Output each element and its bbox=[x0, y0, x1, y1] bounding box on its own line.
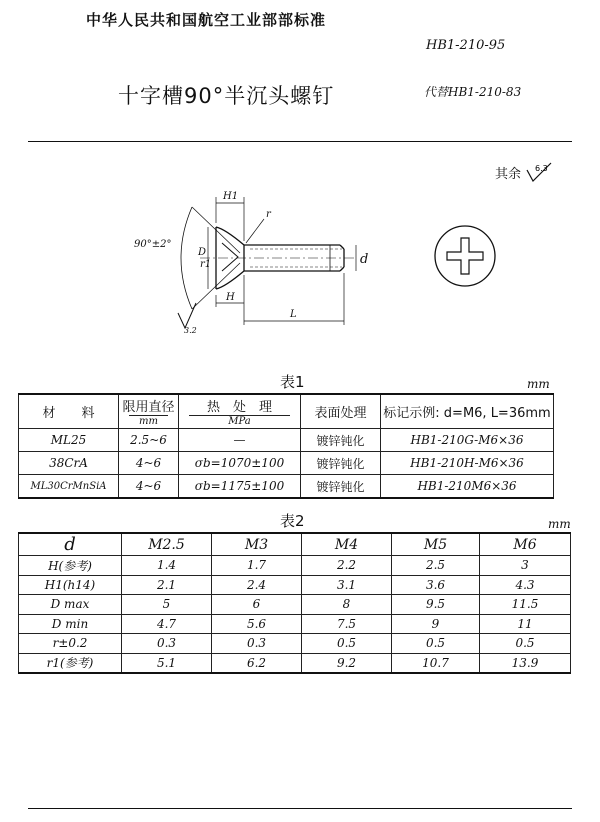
l-label: L bbox=[290, 309, 297, 320]
value-cell: 2.1 bbox=[122, 575, 212, 595]
value-cell: 10.7 bbox=[392, 653, 480, 673]
value-cell: 13.9 bbox=[480, 653, 571, 673]
diameter-cell: 4~6 bbox=[119, 452, 179, 475]
d-big-label: D bbox=[198, 247, 207, 258]
diameter-unit: mm bbox=[129, 415, 168, 427]
heat-header bbox=[179, 394, 301, 429]
roughness-small-value: 3.2 bbox=[184, 326, 197, 335]
table1-unit: mm bbox=[527, 377, 550, 391]
surface-cell: 镀锌钝化 bbox=[301, 452, 381, 475]
remainder-label: 其余 bbox=[495, 167, 522, 182]
header-divider bbox=[28, 141, 572, 142]
value-cell: 11 bbox=[480, 614, 571, 634]
material-header: 材 料 bbox=[19, 394, 119, 429]
value-cell: 2.4 bbox=[212, 575, 302, 595]
value-cell: 4.3 bbox=[480, 575, 571, 595]
header-cell: M4 bbox=[302, 533, 392, 556]
row-label-cell: r±0.2 bbox=[19, 634, 122, 654]
value-cell: 5.1 bbox=[122, 653, 212, 673]
table-row bbox=[19, 634, 571, 654]
value-cell: 6.2 bbox=[212, 653, 302, 673]
table-header-row bbox=[19, 394, 554, 429]
value-cell: 11.5 bbox=[480, 595, 571, 615]
header-cell: d bbox=[19, 533, 122, 556]
row-label-cell: r1(参考) bbox=[19, 653, 122, 673]
r1-label: r1 bbox=[200, 259, 212, 270]
example-cell: HB1-210H-M6×36 bbox=[381, 452, 554, 475]
footer-divider bbox=[28, 808, 572, 809]
diameter-cell: 4~6 bbox=[119, 475, 179, 499]
material-cell: ML25 bbox=[19, 429, 119, 452]
value-cell: 3 bbox=[480, 556, 571, 576]
surface-header: 表面处理 bbox=[301, 394, 381, 429]
header-cell: M2.5 bbox=[122, 533, 212, 556]
material-cell: 38CrA bbox=[19, 452, 119, 475]
value-cell: 8 bbox=[302, 595, 392, 615]
standard-number: HB1-210-95 bbox=[426, 38, 506, 53]
table1-caption: 表1 bbox=[280, 373, 305, 391]
header-cell: M5 bbox=[392, 533, 480, 556]
table-row bbox=[19, 429, 554, 452]
material-cell: ML30CrMnSiA bbox=[19, 475, 119, 499]
example-header: 标记示例: d=M6, L=36mm bbox=[381, 394, 554, 429]
row-label-cell: H(参考) bbox=[19, 556, 122, 576]
value-cell: 0.5 bbox=[302, 634, 392, 654]
table-row bbox=[19, 653, 571, 673]
table-row bbox=[19, 556, 571, 576]
surface-cell: 镀锌钝化 bbox=[301, 429, 381, 452]
angle-label: 90°±2° bbox=[134, 239, 172, 250]
d-small-label: d bbox=[360, 252, 369, 267]
heat-header-label: 热 处 理 bbox=[206, 400, 272, 415]
table-row bbox=[19, 475, 554, 499]
document-title: 十字槽90°半沉头螺钉 bbox=[118, 84, 335, 108]
value-cell: 6 bbox=[212, 595, 302, 615]
diameter-header-label: 限用直径 bbox=[122, 400, 175, 415]
heat-cell: σb=1175±100 bbox=[179, 475, 301, 499]
table2-unit: mm bbox=[548, 517, 571, 531]
value-cell: 0.3 bbox=[212, 634, 302, 654]
heat-unit: MPa bbox=[189, 415, 290, 427]
replaces-label: 代替HB1-210-83 bbox=[424, 85, 522, 99]
value-cell: 0.5 bbox=[392, 634, 480, 654]
heat-cell: — bbox=[179, 429, 301, 452]
roughness-note bbox=[495, 162, 553, 184]
h1-label: H1 bbox=[223, 191, 239, 202]
table-row bbox=[19, 595, 571, 615]
value-cell: 9 bbox=[392, 614, 480, 634]
value-cell: 2.5 bbox=[392, 556, 480, 576]
table-header-row bbox=[19, 533, 571, 556]
example-cell: HB1-210G-M6×36 bbox=[381, 429, 554, 452]
table2-caption: 表2 bbox=[280, 512, 305, 530]
row-label-cell: D min bbox=[19, 614, 122, 634]
roughness-main-value: 6.3 bbox=[535, 164, 548, 173]
surface-cell: 镀锌钝化 bbox=[301, 475, 381, 499]
cross-recess-end-view bbox=[432, 223, 498, 289]
value-cell: 0.5 bbox=[480, 634, 571, 654]
h-label: H bbox=[226, 292, 235, 303]
value-cell: 5 bbox=[122, 595, 212, 615]
example-cell: HB1-210M6×36 bbox=[381, 475, 554, 499]
value-cell: 1.4 bbox=[122, 556, 212, 576]
diameter-header bbox=[119, 394, 179, 429]
dimensions-table bbox=[18, 532, 571, 674]
row-label-cell: D max bbox=[19, 595, 122, 615]
value-cell: 3.6 bbox=[392, 575, 480, 595]
diameter-cell: 2.5~6 bbox=[119, 429, 179, 452]
table-row bbox=[19, 575, 571, 595]
value-cell: 2.2 bbox=[302, 556, 392, 576]
organization-header: 中华人民共和国航空工业部部标准 bbox=[86, 11, 327, 29]
value-cell: 0.3 bbox=[122, 634, 212, 654]
value-cell: 5.6 bbox=[212, 614, 302, 634]
material-table bbox=[18, 393, 554, 499]
value-cell: 4.7 bbox=[122, 614, 212, 634]
table-row bbox=[19, 452, 554, 475]
value-cell: 9.5 bbox=[392, 595, 480, 615]
value-cell: 3.1 bbox=[302, 575, 392, 595]
heat-cell: σb=1070±100 bbox=[179, 452, 301, 475]
roughness-symbol-icon bbox=[525, 162, 553, 184]
value-cell: 9.2 bbox=[302, 653, 392, 673]
screw-side-view-drawing bbox=[130, 185, 370, 335]
value-cell: 1.7 bbox=[212, 556, 302, 576]
value-cell: 7.5 bbox=[302, 614, 392, 634]
header-cell: M6 bbox=[480, 533, 571, 556]
r-label: r bbox=[266, 209, 271, 220]
row-label-cell: H1(h14) bbox=[19, 575, 122, 595]
header-cell: M3 bbox=[212, 533, 302, 556]
table-row bbox=[19, 614, 571, 634]
